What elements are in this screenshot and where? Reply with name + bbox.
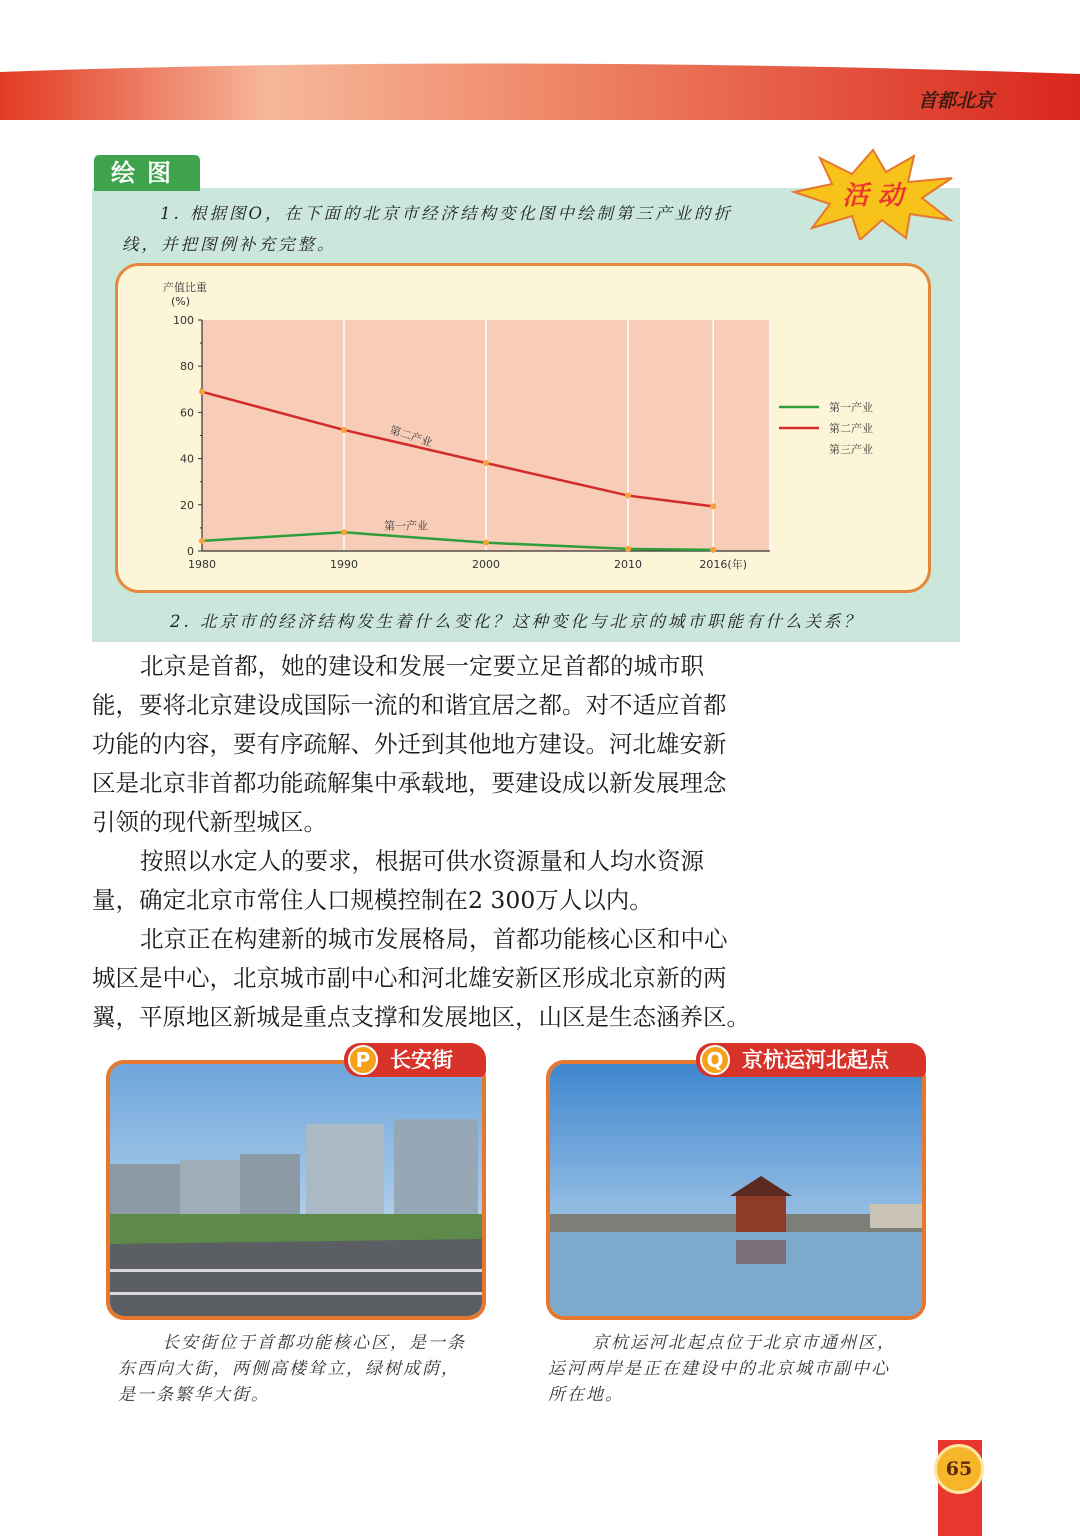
activity-badge-text: 活 动 (842, 181, 904, 211)
caption-line: 运河两岸是正在建设中的北京城市副中心 (548, 1359, 890, 1379)
text-line: 区是北京非首都功能疏解集中承载地，要建设成以新发展理念 (92, 769, 727, 797)
activity-tag: 绘图 (94, 155, 200, 191)
photo-title-q: 京杭运河北起点 (742, 1048, 889, 1072)
label-letter-q: Q (700, 1045, 730, 1075)
data-point (483, 460, 489, 466)
x-tick-label: 2000 (472, 558, 500, 571)
city-buildings-image (110, 1064, 482, 1316)
legend-label-1: 第一产业 (829, 401, 873, 414)
caption-p (118, 1330, 508, 1408)
paragraph-1 (92, 647, 762, 842)
text-line: 引领的现代新型城区。 (92, 808, 327, 836)
text-line: 翼，平原地区新城是重点支撑和发展地区，山区是生态涵养区。 (92, 1003, 750, 1031)
x-tick-label: 2010 (614, 558, 642, 571)
caption-line: 是一条繁华大街。 (118, 1385, 270, 1405)
y-tick-label: 60 (180, 406, 194, 420)
y-tick-label: 80 (180, 360, 194, 374)
data-point (625, 546, 631, 552)
caption-q (548, 1330, 938, 1408)
series-1-inline-label: 第一产业 (384, 519, 428, 533)
series-2-inline-label: 第二产业 (388, 423, 434, 450)
question-1-line-1: 1. 根据图O，在下面的北京市经济结构变化图中绘制第三产业的折 (160, 204, 734, 223)
y-tick-label: 0 (187, 545, 194, 558)
data-point (341, 529, 347, 535)
data-point (341, 427, 347, 433)
page-number: 65 (934, 1444, 984, 1494)
photo-label-q (696, 1043, 926, 1077)
text-line: 量，确定北京市常住人口规模控制在2 300万人以内。 (92, 886, 653, 914)
y-tick-label: 20 (180, 498, 194, 512)
x-tick-label: 1980 (188, 558, 216, 571)
activity-badge (790, 148, 956, 240)
text-line: 城区是中心，北京城市副中心和河北雄安新区形成北京新的两 (92, 964, 727, 992)
data-point (710, 547, 716, 553)
text-line: 能，要将北京建设成国际一流的和谐宜居之都。对不适应首都 (92, 691, 727, 719)
data-point (625, 493, 631, 499)
chapter-title: 首都北京 (917, 90, 994, 112)
photo-title-p: 长安街 (390, 1048, 453, 1072)
canal-gate-image (550, 1064, 922, 1316)
x-tick-label: 1990 (330, 558, 358, 571)
data-point (199, 389, 205, 395)
text-line: 北京是首都，她的建设和发展一定要立足首都的城市职 (140, 652, 704, 680)
caption-line: 所在地。 (548, 1385, 624, 1405)
y-axis-unit: (%) (171, 295, 191, 308)
question-2: 2. 北京市的经济结构发生着什么变化？这种变化与北京的城市职能有什么关系？ (170, 612, 863, 631)
photo-label-p (344, 1043, 486, 1077)
question-1-line-2: 线，并把图例补充完整。 (122, 235, 337, 254)
photo-changan-street (106, 1060, 486, 1320)
text-line: 北京正在构建新的城市发展格局，首都功能核心区和中心 (140, 925, 728, 953)
data-point (199, 538, 205, 544)
text-line: 按照以水定人的要求，根据可供水资源量和人均水资源 (140, 847, 704, 875)
y-tick-label: 40 (180, 452, 194, 466)
data-point (483, 540, 489, 546)
economic-structure-chart (115, 263, 931, 593)
y-tick-label: 100 (173, 314, 194, 327)
text-line: 功能的内容，要有序疏解、外迁到其他地方建设。河北雄安新 (92, 730, 727, 758)
y-axis-label: 产值比重 (163, 281, 207, 294)
legend-label-2: 第二产业 (829, 422, 873, 435)
data-point (710, 503, 716, 509)
x-tick-label: 2016(年) (699, 558, 747, 571)
paragraph-2 (92, 842, 762, 920)
legend-label-3: 第三产业 (829, 443, 873, 456)
paragraph-3 (92, 920, 762, 1037)
photo-grand-canal (546, 1060, 926, 1320)
caption-line: 东西向大街，两侧高楼耸立，绿树成荫， (118, 1359, 460, 1379)
caption-line: 京杭运河北起点位于北京市通州区， (592, 1333, 896, 1353)
caption-line: 长安街位于首都功能核心区，是一条 (162, 1333, 466, 1353)
label-letter-p: P (348, 1045, 378, 1075)
